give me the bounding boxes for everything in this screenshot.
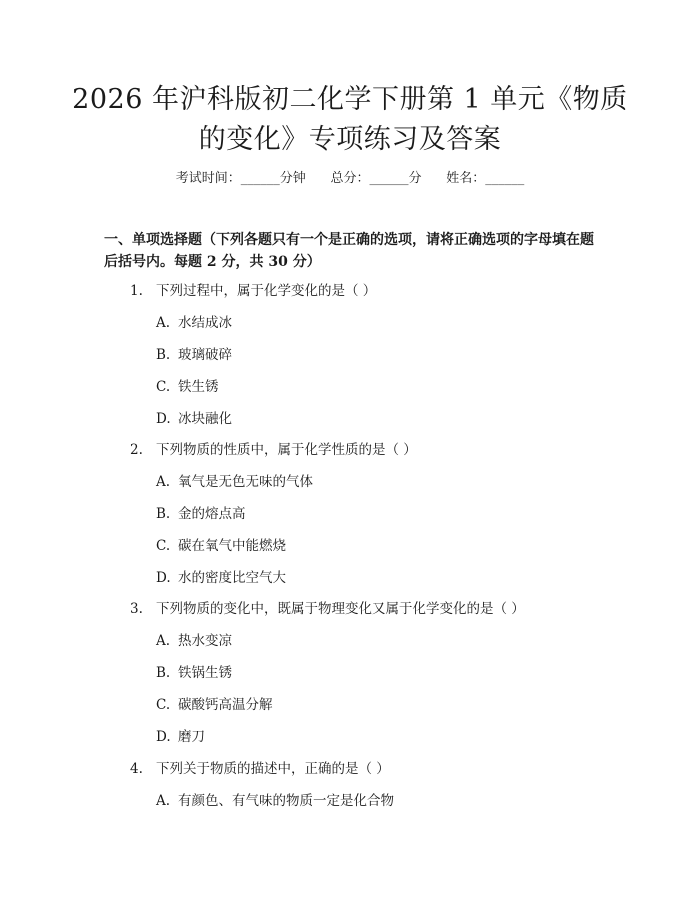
option-2b xyxy=(156,505,246,523)
option-text: 磨刀 xyxy=(178,729,205,745)
option-letter: D. xyxy=(156,570,171,586)
title-line-1: 2026 年沪科版初二化学下册第 1 单元《物质 xyxy=(72,84,628,115)
option-text: 铁生锈 xyxy=(178,379,219,395)
option-2a xyxy=(156,473,313,491)
section-heading: 一、单项选择题（下列各题只有一个是正确的选项，请将正确选项的字母填在题后括号内。每题 2 分，共 30 分） xyxy=(104,232,594,270)
option-3c xyxy=(156,696,273,714)
question-text: 下列物质的变化中，既属于物理变化又属于化学变化的是（ ） xyxy=(156,601,525,617)
option-4a xyxy=(156,792,394,810)
option-3d xyxy=(156,728,205,746)
option-text: 水结成冰 xyxy=(178,315,232,331)
option-2d xyxy=(156,569,286,587)
question-1 xyxy=(130,282,376,300)
option-text: 水的密度比空气大 xyxy=(178,570,286,586)
option-letter: B. xyxy=(156,665,171,681)
question-text: 下列过程中，属于化学变化的是（ ） xyxy=(156,283,377,299)
option-letter: A. xyxy=(156,633,171,649)
option-letter: B. xyxy=(156,506,171,522)
option-1c xyxy=(156,378,219,396)
title-line-2: 的变化》专项练习及答案 xyxy=(198,124,502,155)
document-title xyxy=(60,80,640,160)
option-letter: C. xyxy=(156,697,171,713)
question-text: 下列物质的性质中，属于化学性质的是（ ） xyxy=(156,442,417,458)
question-4 xyxy=(130,760,390,778)
option-letter: A. xyxy=(156,474,171,490)
option-1a xyxy=(156,314,232,332)
option-text: 有颜色、有气味的物质一定是化合物 xyxy=(178,793,394,809)
option-text: 金的熔点高 xyxy=(178,506,246,522)
option-text: 玻璃破碎 xyxy=(178,347,232,363)
question-text: 下列关于物质的描述中，正确的是（ ） xyxy=(156,761,390,777)
option-text: 热水变凉 xyxy=(178,633,232,649)
option-3b xyxy=(156,664,232,682)
option-3a xyxy=(156,632,232,650)
question-2 xyxy=(130,441,417,459)
option-letter: D. xyxy=(156,729,171,745)
option-letter: D. xyxy=(156,411,171,427)
option-letter: B. xyxy=(156,347,171,363)
option-text: 氧气是无色无味的气体 xyxy=(178,474,313,490)
exam-meta-line: 考试时间：______分钟 总分：______分 姓名：______ xyxy=(175,171,525,186)
option-text: 碳在氧气中能燃烧 xyxy=(178,538,286,554)
question-number: 4. xyxy=(130,761,143,777)
option-text: 铁锅生锈 xyxy=(178,665,232,681)
option-1d xyxy=(156,410,232,428)
option-text: 碳酸钙高温分解 xyxy=(178,697,273,713)
option-1b xyxy=(156,346,232,364)
option-letter: C. xyxy=(156,538,171,554)
question-3 xyxy=(130,600,525,618)
option-letter: A. xyxy=(156,315,171,331)
question-number: 1. xyxy=(130,283,143,299)
question-number: 2. xyxy=(130,442,143,458)
option-letter: A. xyxy=(156,793,171,809)
option-text: 冰块融化 xyxy=(178,411,232,427)
option-letter: C. xyxy=(156,379,171,395)
question-number: 3. xyxy=(130,601,143,617)
option-2c xyxy=(156,537,286,555)
